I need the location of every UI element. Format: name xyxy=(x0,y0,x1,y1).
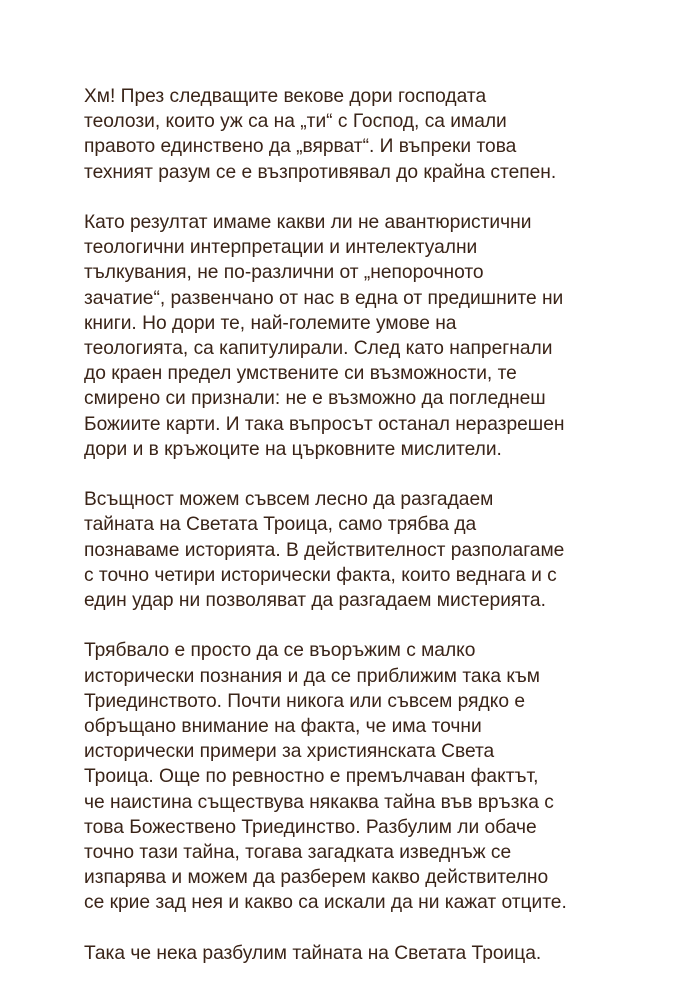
paragraph-5: Така че нека разбулим тайната на Светата Троица. xyxy=(84,942,542,964)
paragraph-1: Хм! През следващите векове дори господата теолози, които уж са на „ти“ с Господ, са имали правото единствено да „вярват“. И въпреки това техният разум се е възпротивявал до крайна степен. xyxy=(84,86,557,183)
paragraph-2: Като резултат имаме какви ли не авантюристични теологични интерпретации и интелектуални тълкувания, не по-различни от „непорочното зачатие“, развенчано от нас в една от предишните ни книги. Но дори те, най-големите умове на теологията, са капитулирали. След като напрегнали до краен предел умствените си възможности, те смирено си признали: не е възможно да погледнеш Божиите карти. И така въпросът останал неразрешен дори и в кръжоците на църковните мислители. xyxy=(84,212,565,460)
document-page xyxy=(84,84,624,966)
paragraph-3: Всъщност можем съвсем лесно да разгадаем тайната на Светата Троица, само трябва да познаваме историята. В действителност разполагаме с точно четири исторически факта, които веднага и с един удар ни позволяват да разгадаем мистерията. xyxy=(84,489,565,612)
paragraph-4: Трябвало е просто да се въоръжим с малко исторически познания и да се приближим така към Триединството. Почти никога или съвсем рядко е обръщано внимание на факта, че има точни исторически примери за християнската Света Троица. Още по ревностно е премълчаван фактът, че наистина съществува някаква тайна във връзка с това Божествено Триединство. Разбулим ли обаче точно тази тайна, тогава загадката изведнъж се изпарява и можем да разберем какво действително се крие зад нея и какво са искали да ни кажат отците. xyxy=(84,640,567,914)
